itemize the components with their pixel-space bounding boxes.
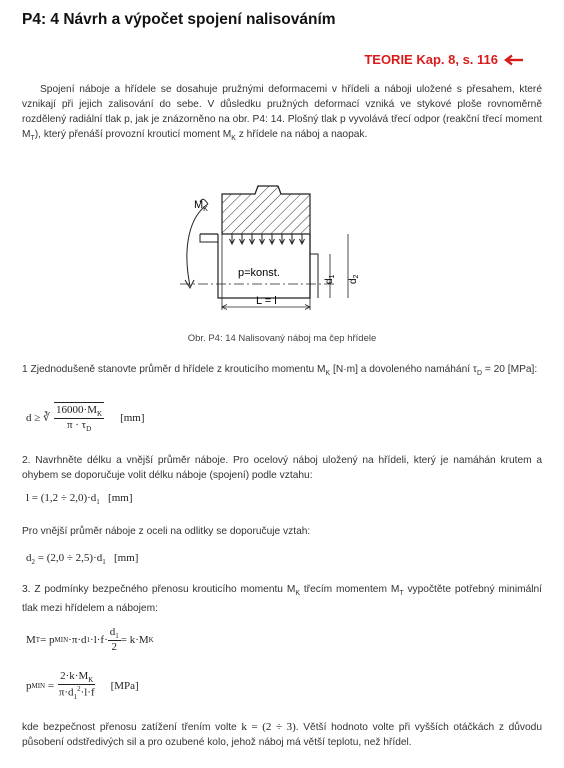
d1-label: $d_1$ [324, 274, 336, 284]
closing-paragraph: kde bezpečnost přenosu zatížení třením volte k = (2 ÷ 3). Větší hodnoto volte při vyšších otáčkách z důvodu působení odstředivých sil a pro ozubené kolo, jehož náboj má větší teplotu, než hřídel. [22, 721, 542, 748]
theory-reference[interactable] [364, 52, 524, 67]
formula-hub-outer-diameter: $d_2 = (2,0 \div 2,5)\cdot d_1$ [mm] [26, 552, 139, 567]
reference-label: TEORIE Kap. 8, s. 116 [364, 52, 498, 67]
step1-paragraph: 1 Zjednodušeně stanovte průměr d hřídele z krouticího momentu $M_K$ [N·m] a dovoleného namáhání $\tau_D = 20$ [MPa]: [22, 364, 538, 378]
formula-min-pressure: p MIN = $\frac{2\cdot k\cdot M_K}{\pi\cdot d_1^2\cdot l\cdot f}$ [MPa] [26, 670, 139, 702]
formula-friction-moment: M T = p MIN ·π·d 1 ·l·f· $\frac{d_1}{2}$ = k·M K [26, 626, 154, 654]
hub-section [222, 186, 310, 234]
formula-hub-length: $l = (1,2 \div 2,0)\cdot d_1$ [mm] [26, 492, 133, 507]
intro-paragraph: Spojení náboje a hřídele se dosahuje pružnými deformacemi v hřídeli a náboji uložené s přesahem, které vznikají při jejich zalisování do sebe. V důsledku pružných deformací vzniká ve stykové ploše rovnoměrně rozdělený radiální tlak p, jak je znázorněno na obr. P4: 14. Plošný tlak p vyvolává třecí odpor (reakční třecí moment $M_T$), který přenáší provozní krouticí moment $M_K$ z hřídele na náboj a naopak. [22, 84, 542, 143]
d2-label: $d_2$ [348, 274, 360, 284]
pressure-label: p=konst. [238, 267, 280, 279]
formula-shaft-diameter: d ≥ ∛ $\frac{16000\cdot M_K}{\pi \cdot \tau_D}$ [mm] [26, 404, 145, 434]
length-label: L = l [256, 295, 277, 307]
step2-paragraph: 2. Navrhněte délku a vnější průměr náboje. Pro ocelový náboj uložený na hřídeli, který je namáhán krutem a ohybem se doporučuje volit délku náboje (spojení) podle vztahu: [22, 455, 542, 481]
figure-caption: Obr. P4: 14 Nalisovaný náboj ma čep hřídele [187, 333, 377, 344]
arrow-left-icon [504, 54, 524, 66]
step3-paragraph: 3. Z podmínky bezpečného přenosu krouticího momentu $M_K$ třecím momentem $M_T$ vypočtěte potřebný minimální tlak mezi hřídelem a nábojem: [22, 584, 542, 615]
press-fit-figure [160, 176, 370, 316]
pressure-arrows [230, 234, 305, 244]
moment-label: $M_K$ [194, 199, 208, 213]
step2-outer-text: Pro vnější průměr náboje z oceli na odlitky se doporučuje vztah: [22, 526, 311, 537]
page-title: P4: 4 Návrh a výpočet spojení nalisováním [22, 11, 336, 28]
